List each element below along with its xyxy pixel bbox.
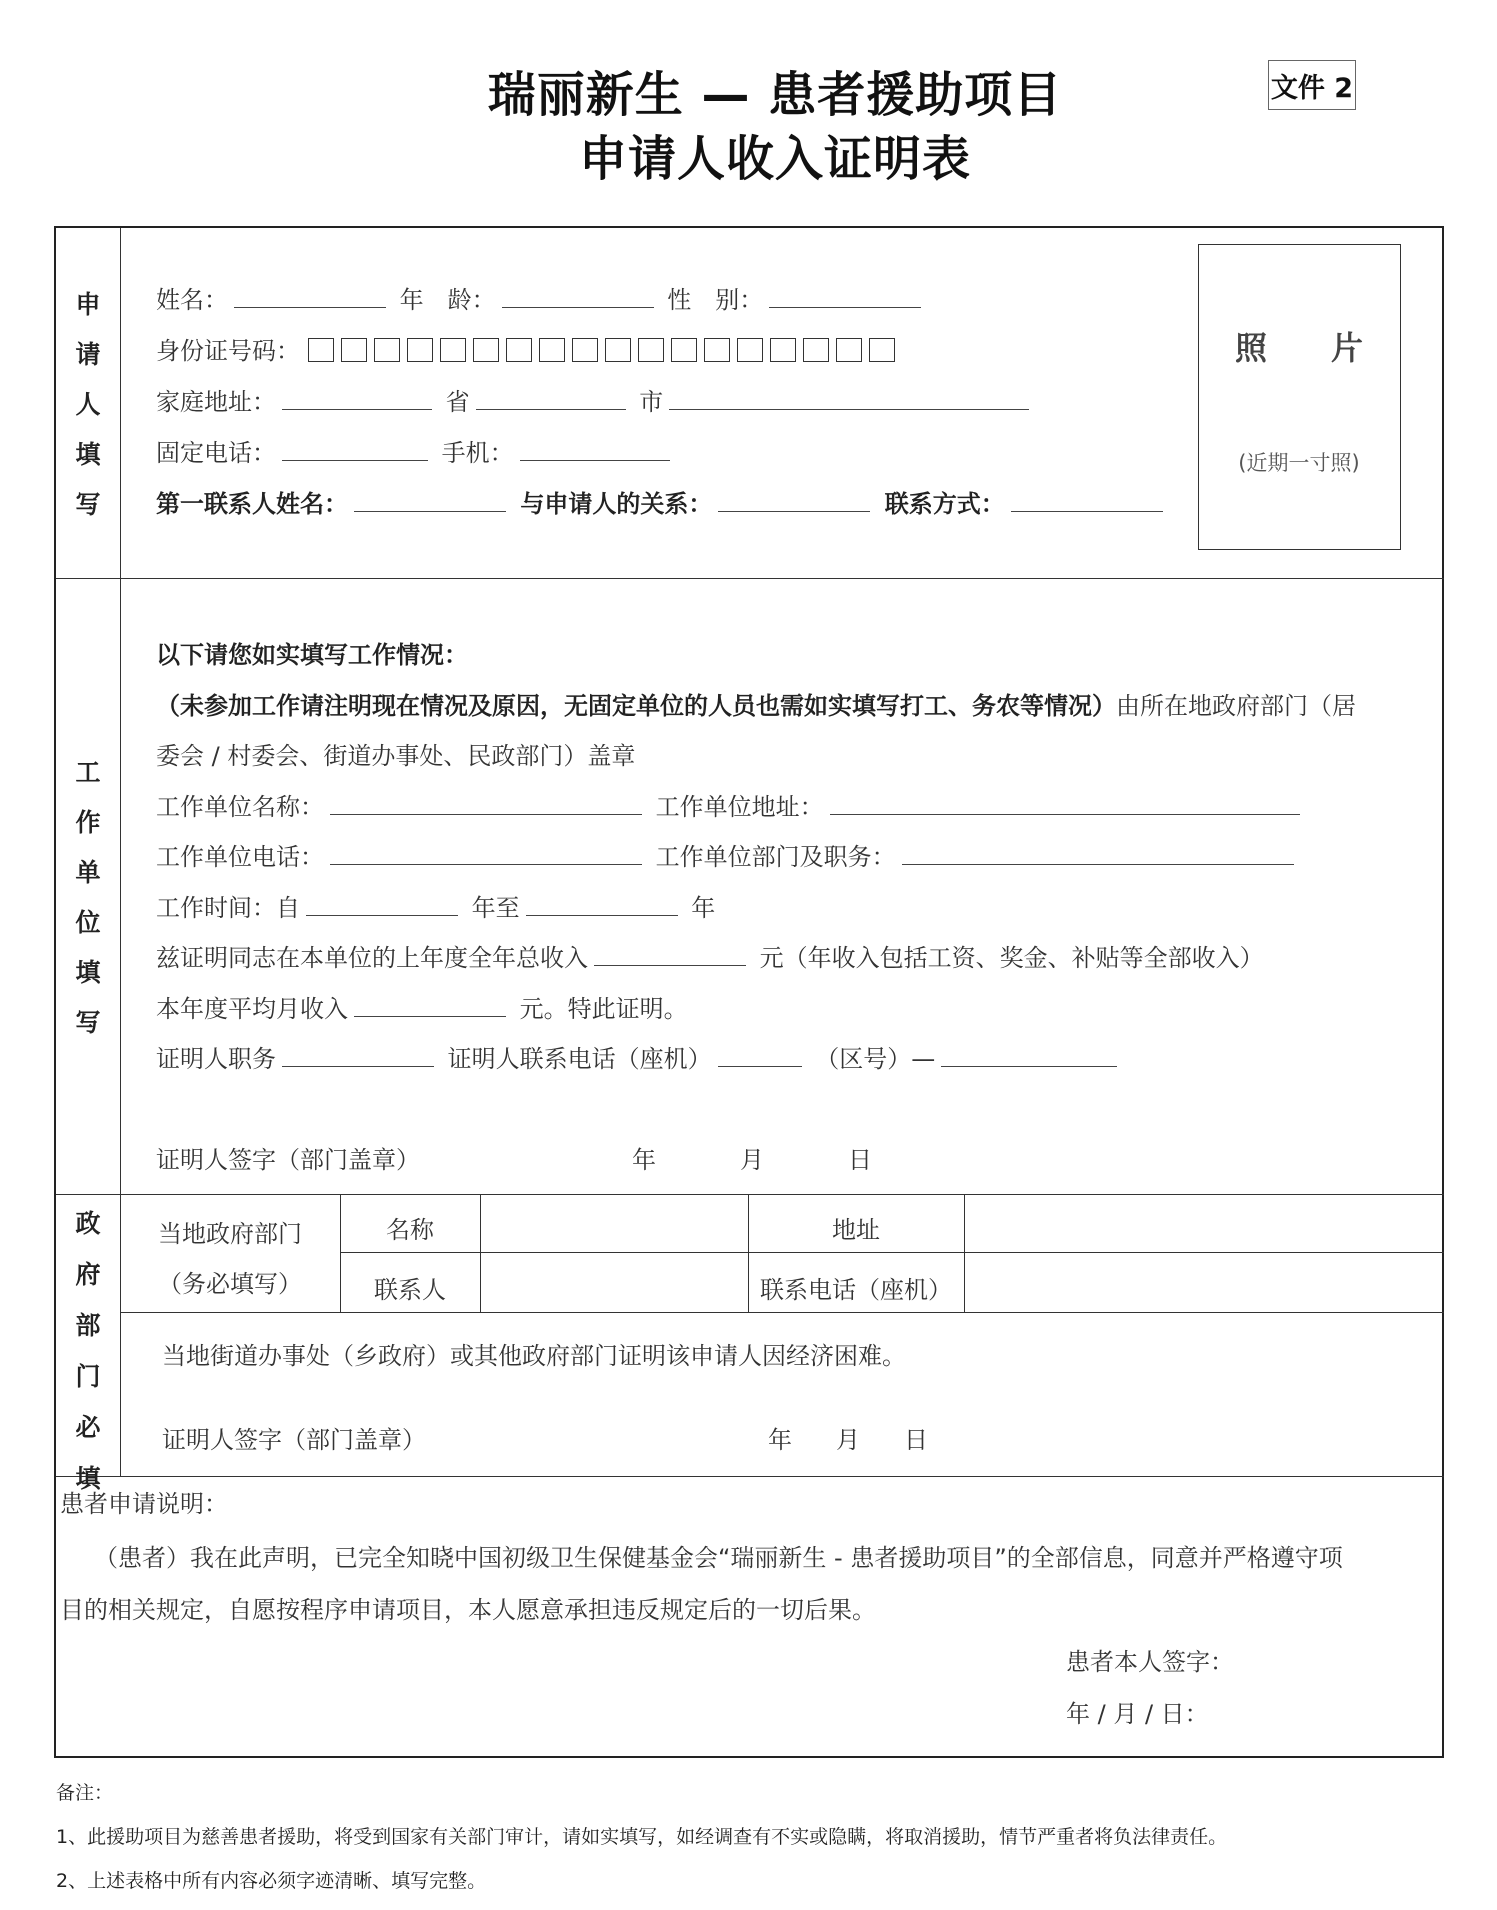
province-label: 省 <box>445 388 470 416</box>
work-note-line2: 委会 / 村委会、街道办事处、民政部门）盖章 <box>156 742 636 770</box>
applicant-side-label: 申 请 人 填 写 <box>75 290 101 519</box>
gov-dept-label-2: （务必填写） <box>158 1270 302 1298</box>
row-annual-income: 兹证明同志在本单位的上年度全年总收入 元（年收入包括工资、奖金、补贴等全部收入） <box>156 944 1264 972</box>
monthly-income-field[interactable] <box>354 994 506 1017</box>
section-divider-2 <box>56 1194 1444 1195</box>
row-id-number <box>156 331 902 366</box>
id-digit-box[interactable] <box>407 338 433 362</box>
name-label: 姓名： <box>156 286 228 314</box>
gov-address-field[interactable] <box>966 1196 1442 1251</box>
gov-date-day: 日 <box>904 1426 928 1454</box>
id-digit-box[interactable] <box>572 338 598 362</box>
age-label: 年 龄： <box>399 286 496 314</box>
photo-box[interactable] <box>1198 244 1401 550</box>
gov-sign-label: 证明人签字（部门盖章） <box>162 1426 426 1454</box>
gov-statement: 当地街道办事处（乡政府）或其他政府部门证明该申请人因经济困难。 <box>162 1342 906 1370</box>
province-field[interactable] <box>282 387 432 410</box>
declaration-text-2: 目的相关规定，自愿按程序申请项目，本人愿意承担违反规定后的一切后果。 <box>60 1596 876 1624</box>
row-work-period: 工作时间：自 年至 年 <box>156 894 716 922</box>
gov-date-year: 年 <box>768 1426 792 1454</box>
gender-label: 性 别： <box>667 286 764 314</box>
row-phone <box>156 433 676 468</box>
row-contact <box>156 484 1169 519</box>
work-date-year: 年 <box>632 1146 656 1174</box>
declaration-text-1: （患者）我在此声明，已完全知晓中国初级卫生保健基金会“瑞丽新生 - 患者援助项目”的全部信息，同意并严格遵守项 <box>94 1544 1343 1572</box>
work-end-field[interactable] <box>526 893 678 916</box>
work-date-month: 月 <box>740 1146 764 1174</box>
id-digit-box[interactable] <box>440 338 466 362</box>
section-divider-1 <box>56 578 1444 579</box>
employer-phone-field[interactable] <box>330 842 642 865</box>
id-digit-box[interactable] <box>737 338 763 362</box>
row-employer-phone <box>156 837 1300 872</box>
gov-phone-label: 联系电话（座机） <box>760 1276 952 1304</box>
work-note-line1: （未参加工作请注明现在情况及原因，无固定单位的人员也需如实填写打工、务农等情况）由所在地政府部门（居 <box>156 692 1356 720</box>
gov-contact-field[interactable] <box>482 1254 746 1311</box>
landline-label: 固定电话： <box>156 439 276 467</box>
id-number-boxes[interactable] <box>308 337 902 365</box>
declaration-heading: 患者申请说明： <box>60 1490 228 1518</box>
id-digit-box[interactable] <box>308 338 334 362</box>
employer-name-label: 工作单位名称： <box>156 793 324 821</box>
section-divider-3 <box>56 1476 1444 1477</box>
row-employer <box>156 787 1306 822</box>
gov-address-label: 地址 <box>832 1216 880 1244</box>
gov-phone-field[interactable] <box>966 1254 1442 1311</box>
id-digit-box[interactable] <box>374 338 400 362</box>
gov-dept-label-1: 当地政府部门 <box>158 1220 302 1248</box>
work-side-label: 工 作 单 位 填 写 <box>75 758 101 1037</box>
address-label: 家庭地址： <box>156 388 276 416</box>
side-divider <box>120 228 121 1194</box>
name-field[interactable] <box>234 285 386 308</box>
row-address <box>156 382 1035 417</box>
certifier-phone-field[interactable] <box>718 1044 802 1067</box>
row-certifier: 证明人职务 证明人联系电话（座机） （区号）— <box>156 1039 1123 1074</box>
patient-sign-label: 患者本人签字： <box>1066 1648 1234 1676</box>
mobile-field[interactable] <box>520 438 670 461</box>
work-date-day: 日 <box>848 1146 872 1174</box>
work-start-field[interactable] <box>306 893 458 916</box>
id-digit-box[interactable] <box>473 338 499 362</box>
contact-relation-field[interactable] <box>718 489 870 512</box>
file-number-badge: 文件 2 <box>1268 60 1356 110</box>
certifier-title-field[interactable] <box>282 1044 434 1067</box>
gov-side-label: 政 府 部 门 必 填 <box>75 1209 101 1493</box>
contact-name-field[interactable] <box>354 489 506 512</box>
city-label: 市 <box>639 388 664 416</box>
gender-field[interactable] <box>769 285 921 308</box>
contact-method-field[interactable] <box>1011 489 1163 512</box>
id-digit-box[interactable] <box>539 338 565 362</box>
id-digit-box[interactable] <box>506 338 532 362</box>
city-field[interactable] <box>476 387 626 410</box>
employer-name-field[interactable] <box>330 792 642 815</box>
id-digit-box[interactable] <box>341 338 367 362</box>
gov-date-month: 月 <box>836 1426 860 1454</box>
photo-label: 照 片 <box>1234 329 1363 367</box>
photo-note: (近期一寸照) <box>1238 451 1360 475</box>
gov-name-field[interactable] <box>482 1196 746 1251</box>
remarks-heading: 备注： <box>56 1782 114 1804</box>
address-detail-field[interactable] <box>669 387 1029 410</box>
annual-income-field[interactable] <box>594 943 746 966</box>
id-digit-box[interactable] <box>638 338 664 362</box>
document-title-line1: 瑞丽新生 — 患者援助项目 <box>487 67 1063 123</box>
row-work-sign <box>156 1140 420 1175</box>
employer-phone-label: 工作单位电话： <box>156 843 324 871</box>
patient-date-label: 年 / 月 / 日： <box>1066 1700 1209 1728</box>
id-digit-box[interactable] <box>605 338 631 362</box>
id-digit-box[interactable] <box>803 338 829 362</box>
id-digit-box[interactable] <box>770 338 796 362</box>
department-position-field[interactable] <box>902 842 1294 865</box>
document-title-line2: 申请人收入证明表 <box>578 131 971 187</box>
landline-field[interactable] <box>282 438 428 461</box>
work-sign-label: 证明人签字（部门盖章） <box>156 1146 420 1174</box>
gov-name-label: 名称 <box>386 1216 434 1244</box>
id-digit-box[interactable] <box>869 338 895 362</box>
id-digit-box[interactable] <box>836 338 862 362</box>
row-basic-info <box>156 280 927 315</box>
gov-contact-label: 联系人 <box>374 1276 446 1304</box>
certifier-area-field[interactable] <box>941 1044 1117 1067</box>
remarks-item-2: 2、上述表格中所有内容必须字迹清晰、填写完整。 <box>56 1870 487 1892</box>
employer-address-label: 工作单位地址： <box>655 793 824 821</box>
id-number-label: 身份证号码： <box>156 337 300 365</box>
department-position-label: 工作单位部门及职务： <box>655 843 896 871</box>
row-monthly-income: 本年度平均月收入 元。特此证明。 <box>156 995 688 1023</box>
id-digit-box[interactable] <box>671 338 697 362</box>
contact-method-label: 联系方式： <box>884 490 1005 518</box>
age-field[interactable] <box>502 285 654 308</box>
work-heading: 以下请您如实填写工作情况： <box>156 641 468 669</box>
id-digit-box[interactable] <box>704 338 730 362</box>
contact-name-label: 第一联系人姓名： <box>156 490 348 518</box>
mobile-label: 手机： <box>441 439 514 467</box>
contact-relation-label: 与申请人的关系： <box>520 490 713 518</box>
remarks-item-1: 1、此援助项目为慈善患者援助，将受到国家有关部门审计，请如实填写，如经调查有不实或隐瞒，将取消援助，情节严重者将负法律责任。 <box>56 1826 1228 1848</box>
employer-address-field[interactable] <box>830 792 1300 815</box>
